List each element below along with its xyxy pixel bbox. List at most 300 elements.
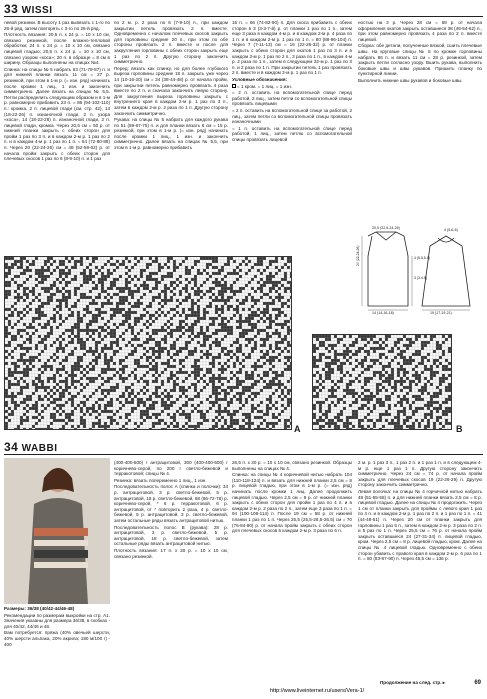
chart-cell bbox=[74, 287, 77, 290]
chart-cell bbox=[89, 365, 92, 368]
chart-cell bbox=[221, 320, 224, 323]
chart-cell bbox=[215, 338, 218, 341]
chart-cell bbox=[182, 287, 185, 290]
chart-cell bbox=[113, 263, 116, 266]
chart-cell bbox=[209, 293, 212, 296]
chart-cell bbox=[71, 392, 74, 395]
chart-cell bbox=[35, 371, 38, 374]
chart-cell bbox=[113, 335, 116, 338]
chart-cell bbox=[275, 308, 278, 311]
chart-cell bbox=[62, 347, 65, 350]
chart-cell bbox=[152, 353, 155, 356]
chart-cell bbox=[41, 398, 44, 401]
chart-cell bbox=[137, 278, 140, 281]
chart-cell bbox=[182, 398, 185, 401]
chart-cell bbox=[287, 302, 290, 305]
chart-cell bbox=[146, 374, 149, 377]
chart-cell bbox=[104, 260, 107, 263]
chart-cell bbox=[125, 410, 128, 413]
chart-cell bbox=[122, 317, 125, 320]
chart-cell bbox=[107, 260, 110, 263]
chart-cell bbox=[245, 398, 248, 401]
chart-cell bbox=[143, 410, 146, 413]
chart-cell bbox=[134, 356, 137, 359]
chart-cell bbox=[86, 338, 89, 341]
chart-cell bbox=[17, 263, 20, 266]
chart-cell bbox=[5, 371, 8, 374]
chart-cell bbox=[119, 407, 122, 410]
chart-cell bbox=[278, 281, 281, 284]
chart-cell bbox=[41, 269, 44, 272]
chart-cell bbox=[167, 389, 170, 392]
chart-cell bbox=[263, 335, 266, 338]
chart-cell bbox=[104, 278, 107, 281]
chart-cell bbox=[161, 386, 164, 389]
chart-cell bbox=[260, 392, 263, 395]
chart-cell bbox=[14, 332, 17, 335]
chart-cell bbox=[5, 314, 8, 317]
chart-cell bbox=[98, 398, 101, 401]
chart-cell bbox=[149, 371, 152, 374]
chart-cell bbox=[95, 257, 98, 260]
chart-cell bbox=[134, 272, 137, 275]
chart-cell bbox=[245, 365, 248, 368]
chart-cell bbox=[83, 374, 86, 377]
chart-cell bbox=[203, 380, 206, 383]
chart-cell bbox=[8, 338, 11, 341]
chart-cell bbox=[65, 311, 68, 314]
chart-cell bbox=[143, 257, 146, 260]
chart-cell bbox=[170, 281, 173, 284]
chart-cell bbox=[125, 374, 128, 377]
chart-cell bbox=[269, 389, 272, 392]
chart-cell bbox=[107, 368, 110, 371]
chart-cell bbox=[215, 392, 218, 395]
chart-cell bbox=[110, 275, 113, 278]
chart-cell bbox=[152, 296, 155, 299]
chart-cell bbox=[146, 335, 149, 338]
chart-cell bbox=[137, 263, 140, 266]
chart-cell bbox=[68, 308, 71, 311]
chart-cell bbox=[200, 365, 203, 368]
section-33-column-4 bbox=[358, 20, 482, 120]
chart-cell bbox=[98, 410, 101, 413]
chart-cell bbox=[95, 380, 98, 383]
chart-cell bbox=[29, 287, 32, 290]
chart-cell bbox=[92, 338, 95, 341]
chart-cell bbox=[206, 389, 209, 392]
chart-cell bbox=[68, 293, 71, 296]
chart-cell bbox=[227, 347, 230, 350]
chart-cell bbox=[95, 323, 98, 326]
chart-cell bbox=[131, 269, 134, 272]
chart-cell bbox=[38, 335, 41, 338]
chart-cell bbox=[278, 374, 281, 377]
chart-cell bbox=[80, 350, 83, 353]
chart-cell bbox=[245, 299, 248, 302]
chart-a-grid bbox=[5, 257, 292, 430]
chart-cell bbox=[38, 344, 41, 347]
chart-cell bbox=[92, 266, 95, 269]
chart-cell bbox=[35, 368, 38, 371]
chart-cell bbox=[242, 305, 245, 308]
chart-cell bbox=[23, 386, 26, 389]
chart-cell bbox=[95, 266, 98, 269]
chart-cell bbox=[68, 305, 71, 308]
chart-cell bbox=[173, 284, 176, 287]
chart-cell bbox=[272, 269, 275, 272]
chart-cell bbox=[86, 314, 89, 317]
chart-cell bbox=[209, 284, 212, 287]
chart-cell bbox=[236, 392, 239, 395]
chart-cell bbox=[8, 407, 11, 410]
chart-cell bbox=[80, 320, 83, 323]
chart-cell bbox=[176, 368, 179, 371]
chart-cell bbox=[257, 284, 260, 287]
chart-cell bbox=[185, 374, 188, 377]
chart-cell bbox=[149, 365, 152, 368]
chart-cell bbox=[80, 410, 83, 413]
chart-cell bbox=[59, 281, 62, 284]
chart-cell bbox=[131, 266, 134, 269]
chart-cell bbox=[17, 389, 20, 392]
chart-cell bbox=[80, 290, 83, 293]
chart-cell bbox=[167, 260, 170, 263]
chart-cell bbox=[41, 365, 44, 368]
chart-cell bbox=[131, 299, 134, 302]
chart-cell bbox=[212, 293, 215, 296]
chart-cell bbox=[98, 332, 101, 335]
chart-cell bbox=[110, 281, 113, 284]
chart-cell bbox=[152, 398, 155, 401]
chart-cell bbox=[32, 335, 35, 338]
chart-cell bbox=[278, 389, 281, 392]
chart-cell bbox=[59, 302, 62, 305]
chart-cell bbox=[224, 335, 227, 338]
chart-cell bbox=[86, 398, 89, 401]
chart-cell bbox=[191, 407, 194, 410]
chart-cell bbox=[71, 290, 74, 293]
chart-cell bbox=[26, 350, 29, 353]
chart-cell bbox=[125, 293, 128, 296]
chart-cell bbox=[83, 272, 86, 275]
chart-cell bbox=[185, 395, 188, 398]
chart-cell bbox=[155, 392, 158, 395]
chart-cell bbox=[11, 281, 14, 284]
chart-cell bbox=[41, 284, 44, 287]
chart-cell bbox=[158, 320, 161, 323]
chart-cell bbox=[104, 398, 107, 401]
chart-cell bbox=[218, 278, 221, 281]
chart-cell bbox=[143, 293, 146, 296]
chart-cell bbox=[77, 368, 80, 371]
chart-cell bbox=[83, 320, 86, 323]
chart-cell bbox=[164, 404, 167, 407]
chart-cell bbox=[146, 410, 149, 413]
chart-cell bbox=[125, 266, 128, 269]
chart-cell bbox=[224, 302, 227, 305]
chart-cell bbox=[140, 371, 143, 374]
chart-cell bbox=[50, 374, 53, 377]
chart-cell bbox=[74, 284, 77, 287]
chart-cell bbox=[41, 329, 44, 332]
chart-cell bbox=[248, 365, 251, 368]
chart-cell bbox=[122, 287, 125, 290]
chart-cell bbox=[188, 278, 191, 281]
chart-cell bbox=[20, 314, 23, 317]
chart-cell bbox=[164, 302, 167, 305]
chart-cell bbox=[245, 362, 248, 365]
chart-cell bbox=[119, 362, 122, 365]
chart-cell bbox=[113, 314, 116, 317]
chart-cell bbox=[26, 326, 29, 329]
chart-cell bbox=[8, 326, 11, 329]
chart-cell bbox=[20, 278, 23, 281]
chart-cell bbox=[134, 380, 137, 383]
chart-cell bbox=[101, 335, 104, 338]
chart-cell bbox=[155, 347, 158, 350]
chart-cell bbox=[35, 347, 38, 350]
chart-cell bbox=[8, 287, 11, 290]
chart-cell bbox=[14, 296, 17, 299]
chart-cell bbox=[53, 410, 56, 413]
chart-cell bbox=[266, 284, 269, 287]
chart-cell bbox=[38, 401, 41, 404]
chart-cell bbox=[38, 362, 41, 365]
chart-cell bbox=[110, 263, 113, 266]
chart-cell bbox=[290, 287, 292, 290]
chart-cell bbox=[107, 272, 110, 275]
chart-cell bbox=[233, 260, 236, 263]
chart-cell bbox=[44, 368, 47, 371]
chart-cell bbox=[98, 266, 101, 269]
chart-cell bbox=[272, 290, 275, 293]
chart-cell bbox=[266, 398, 269, 401]
chart-cell bbox=[95, 260, 98, 263]
chart-cell bbox=[197, 311, 200, 314]
chart-cell bbox=[233, 290, 236, 293]
chart-cell bbox=[140, 326, 143, 329]
chart-cell bbox=[212, 296, 215, 299]
chart-cell bbox=[122, 284, 125, 287]
chart-cell bbox=[68, 401, 71, 404]
chart-cell bbox=[155, 272, 158, 275]
chart-cell bbox=[221, 296, 224, 299]
chart-cell bbox=[5, 356, 8, 359]
chart-cell bbox=[59, 407, 62, 410]
chart-cell bbox=[230, 380, 233, 383]
chart-cell bbox=[212, 350, 215, 353]
chart-cell bbox=[101, 365, 104, 368]
chart-cell bbox=[191, 368, 194, 371]
chart-cell bbox=[194, 401, 197, 404]
chart-cell bbox=[236, 401, 239, 404]
chart-cell bbox=[68, 290, 71, 293]
chart-cell bbox=[254, 266, 257, 269]
chart-cell bbox=[116, 314, 119, 317]
chart-cell bbox=[50, 359, 53, 362]
chart-cell bbox=[272, 272, 275, 275]
chart-cell bbox=[71, 347, 74, 350]
chart-cell bbox=[116, 410, 119, 413]
chart-cell bbox=[185, 383, 188, 386]
chart-cell bbox=[206, 347, 209, 350]
chart-cell bbox=[116, 335, 119, 338]
chart-cell bbox=[26, 314, 29, 317]
chart-cell bbox=[149, 311, 152, 314]
chart-cell bbox=[185, 377, 188, 380]
chart-cell bbox=[143, 308, 146, 311]
chart-cell bbox=[134, 398, 137, 401]
chart-cell bbox=[233, 353, 236, 356]
chart-cell bbox=[278, 302, 281, 305]
chart-cell bbox=[71, 344, 74, 347]
chart-cell bbox=[59, 329, 62, 332]
chart-cell bbox=[83, 341, 86, 344]
chart-cell bbox=[155, 293, 158, 296]
chart-cell bbox=[215, 299, 218, 302]
chart-cell bbox=[77, 305, 80, 308]
chart-cell bbox=[254, 263, 257, 266]
chart-cell bbox=[53, 263, 56, 266]
chart-cell bbox=[185, 314, 188, 317]
chart-cell bbox=[68, 257, 71, 260]
chart-cell bbox=[92, 260, 95, 263]
chart-cell bbox=[191, 374, 194, 377]
chart-cell bbox=[155, 257, 158, 260]
chart-cell bbox=[197, 260, 200, 263]
chart-cell bbox=[8, 263, 11, 266]
chart-cell bbox=[38, 311, 41, 314]
chart-cell bbox=[239, 392, 242, 395]
chart-cell bbox=[104, 332, 107, 335]
chart-cell bbox=[119, 383, 122, 386]
chart-cell bbox=[194, 374, 197, 377]
chart-cell bbox=[284, 329, 287, 332]
chart-cell bbox=[29, 329, 32, 332]
chart-cell bbox=[8, 377, 11, 380]
chart-cell bbox=[185, 344, 188, 347]
chart-cell bbox=[173, 263, 176, 266]
chart-cell bbox=[140, 395, 143, 398]
chart-cell bbox=[47, 281, 50, 284]
chart-cell bbox=[107, 341, 110, 344]
chart-cell bbox=[107, 353, 110, 356]
chart-cell bbox=[107, 350, 110, 353]
chart-cell bbox=[140, 296, 143, 299]
chart-cell bbox=[188, 290, 191, 293]
chart-cell bbox=[263, 317, 266, 320]
chart-cell bbox=[278, 332, 281, 335]
chart-cell bbox=[158, 365, 161, 368]
chart-cell bbox=[266, 317, 269, 320]
chart-cell bbox=[53, 281, 56, 284]
chart-cell bbox=[209, 362, 212, 365]
chart-cell bbox=[8, 344, 11, 347]
chart-cell bbox=[140, 365, 143, 368]
chart-cell bbox=[17, 317, 20, 320]
chart-cell bbox=[170, 386, 173, 389]
chart-cell bbox=[185, 347, 188, 350]
chart-cell bbox=[41, 317, 44, 320]
chart-cell bbox=[182, 362, 185, 365]
chart-cell bbox=[86, 323, 89, 326]
chart-cell bbox=[20, 368, 23, 371]
chart-cell bbox=[68, 272, 71, 275]
chart-cell bbox=[167, 269, 170, 272]
chart-cell bbox=[65, 341, 68, 344]
chart-cell bbox=[257, 386, 260, 389]
chart-cell bbox=[50, 272, 53, 275]
chart-cell bbox=[86, 404, 89, 407]
chart-cell bbox=[83, 365, 86, 368]
chart-cell bbox=[107, 263, 110, 266]
chart-cell bbox=[218, 353, 221, 356]
chart-cell bbox=[71, 284, 74, 287]
chart-cell bbox=[5, 347, 8, 350]
chart-cell bbox=[26, 317, 29, 320]
chart-cell bbox=[59, 326, 62, 329]
chart-cell bbox=[65, 305, 68, 308]
chart-cell bbox=[284, 341, 287, 344]
chart-cell bbox=[272, 296, 275, 299]
chart-cell bbox=[68, 317, 71, 320]
chart-cell bbox=[128, 332, 131, 335]
chart-cell bbox=[245, 314, 248, 317]
chart-cell bbox=[161, 314, 164, 317]
chart-cell bbox=[53, 266, 56, 269]
chart-cell bbox=[191, 302, 194, 305]
chart-cell bbox=[41, 263, 44, 266]
chart-cell bbox=[134, 320, 137, 323]
chart-cell bbox=[260, 386, 263, 389]
chart-cell bbox=[263, 395, 266, 398]
chart-cell bbox=[173, 395, 176, 398]
chart-cell bbox=[203, 332, 206, 335]
chart-cell bbox=[65, 317, 68, 320]
chart-cell bbox=[152, 329, 155, 332]
chart-cell bbox=[188, 287, 191, 290]
chart-cell bbox=[164, 377, 167, 380]
chart-cell bbox=[101, 323, 104, 326]
chart-cell bbox=[233, 284, 236, 287]
chart-cell bbox=[44, 311, 47, 314]
chart-cell bbox=[29, 353, 32, 356]
chart-cell bbox=[11, 263, 14, 266]
chart-cell bbox=[200, 278, 203, 281]
chart-cell bbox=[188, 284, 191, 287]
chart-cell bbox=[29, 407, 32, 410]
chart-cell bbox=[65, 347, 68, 350]
chart-cell bbox=[98, 392, 101, 395]
chart-cell bbox=[269, 299, 272, 302]
chart-cell bbox=[80, 278, 83, 281]
chart-cell bbox=[149, 278, 152, 281]
chart-cell bbox=[236, 347, 239, 350]
chart-cell bbox=[11, 359, 14, 362]
chart-cell bbox=[179, 317, 182, 320]
chart-cell bbox=[71, 365, 74, 368]
chart-cell bbox=[44, 353, 47, 356]
chart-cell bbox=[197, 362, 200, 365]
chart-cell bbox=[77, 392, 80, 395]
chart-cell bbox=[173, 356, 176, 359]
chart-cell bbox=[260, 272, 263, 275]
chart-cell bbox=[170, 257, 173, 260]
chart-cell bbox=[284, 365, 287, 368]
chart-cell bbox=[254, 287, 257, 290]
chart-cell bbox=[92, 284, 95, 287]
